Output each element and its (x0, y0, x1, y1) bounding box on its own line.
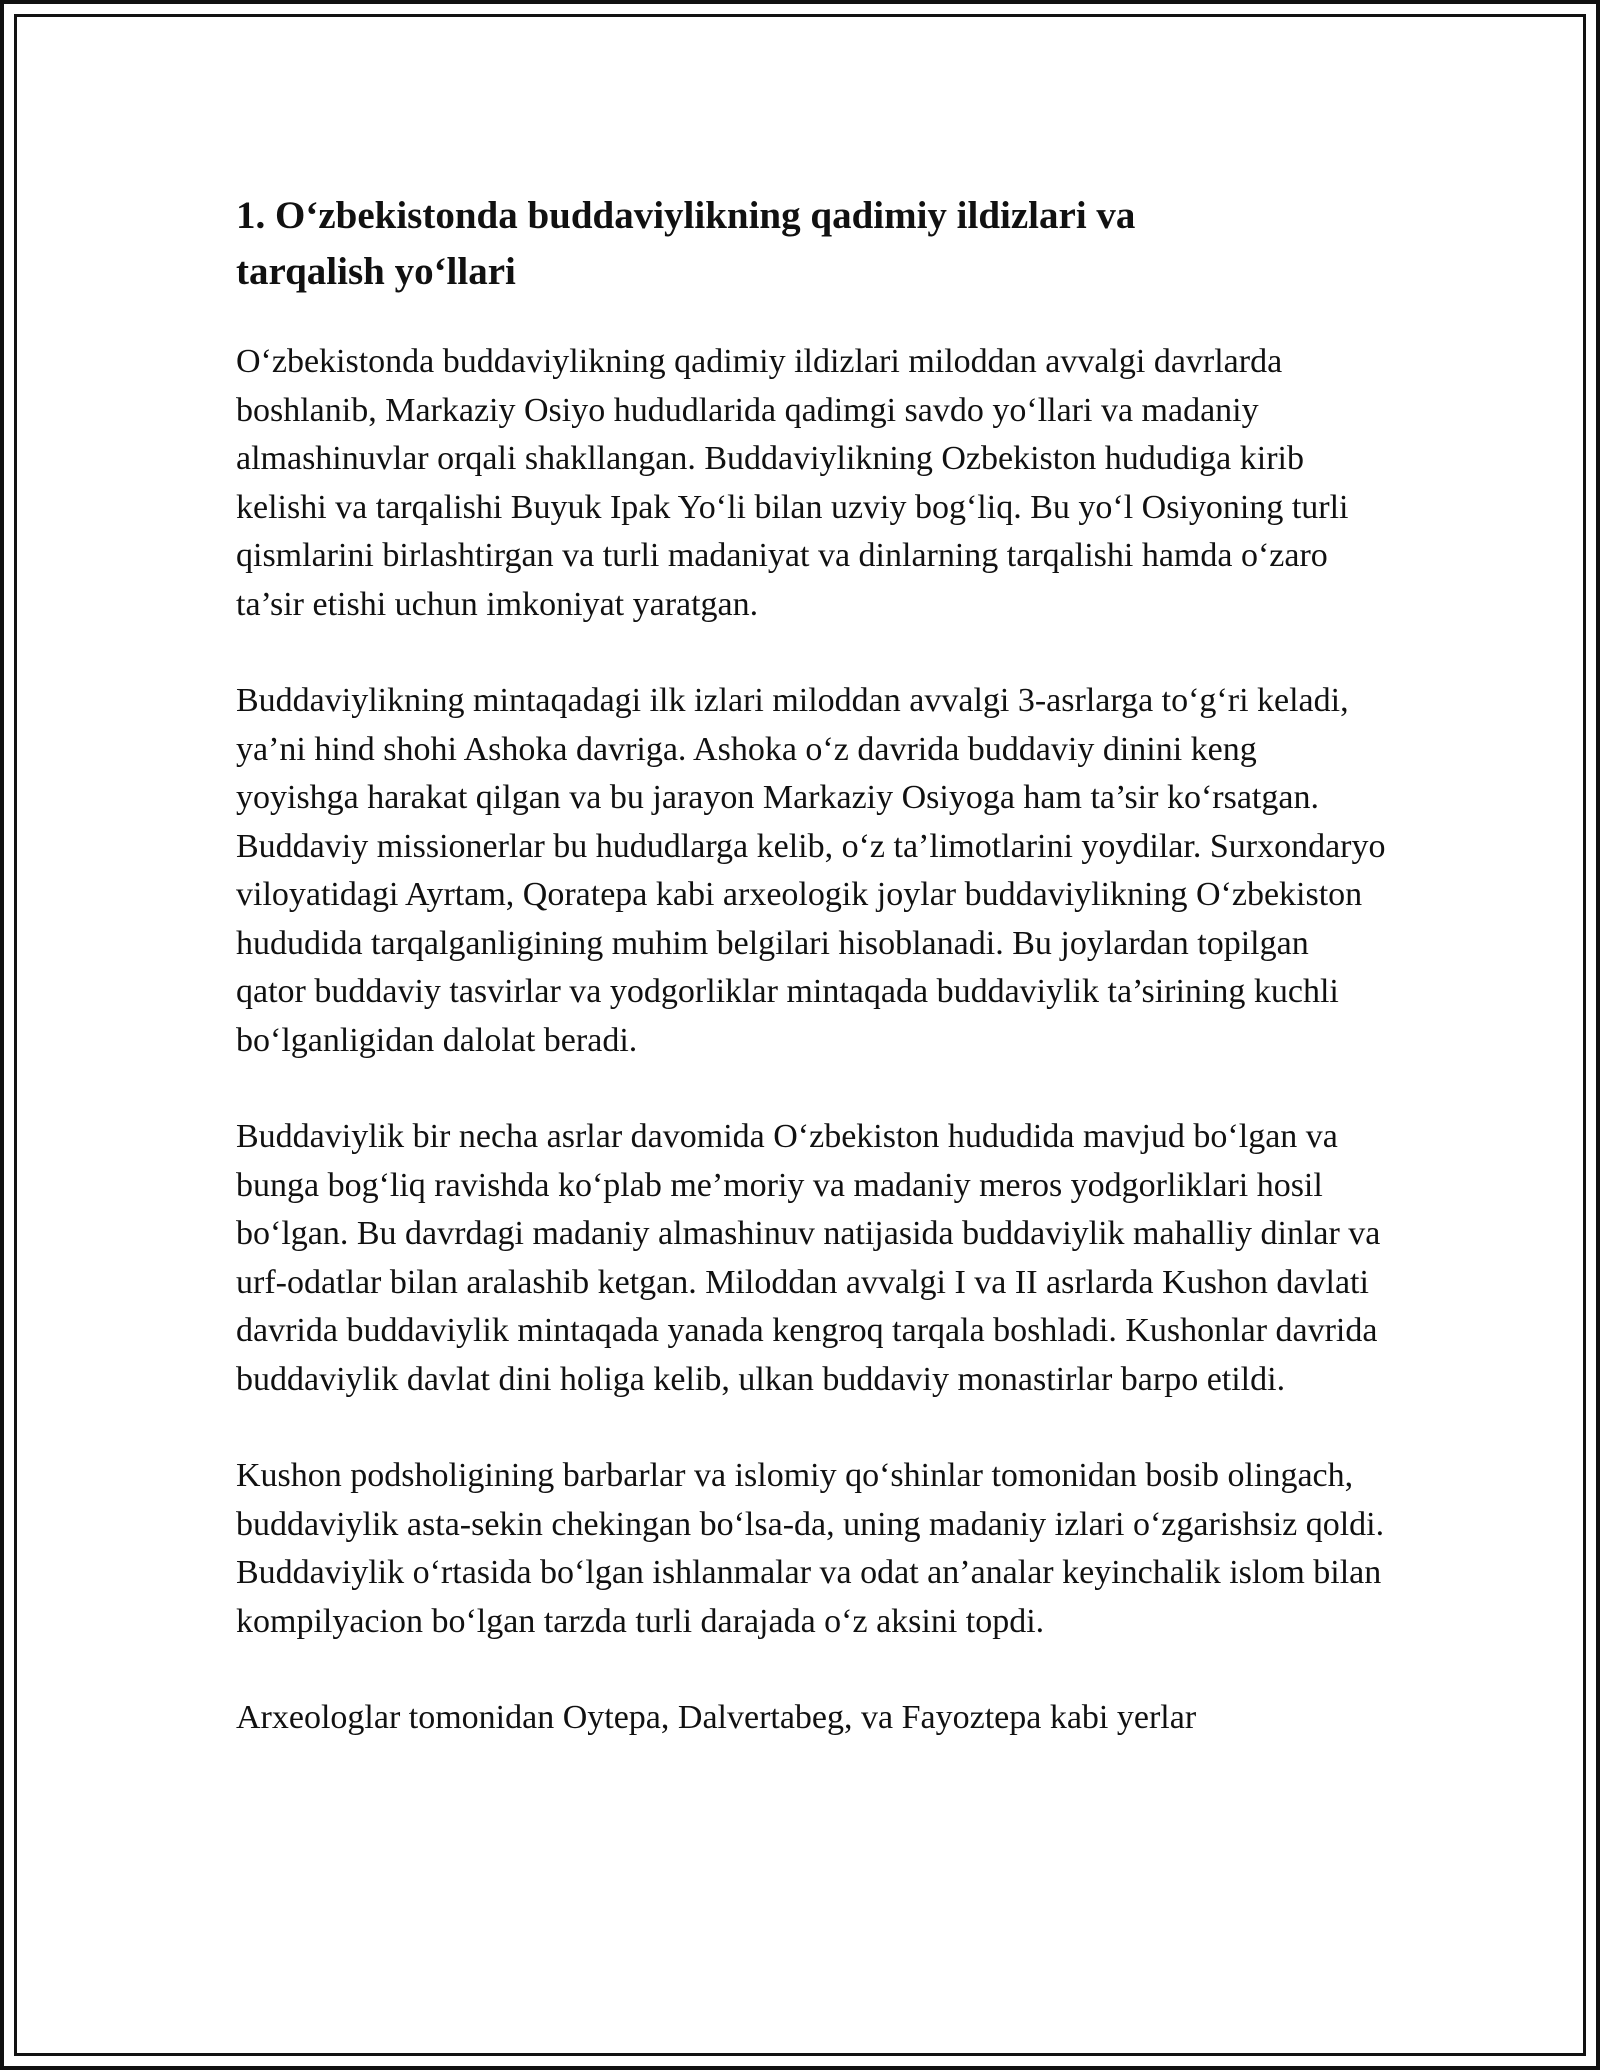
section-heading: 1. O‘zbekistonda buddaviylikning qadimiy ildizlari va tarqalish yo‘llari (236, 194, 1136, 293)
paragraph-1: O‘zbekistonda buddaviylikning qadimiy ildizlari miloddan avvalgi davrlarda boshlanib, Markaziy Osiyo hududlarida qadimgi savdo yo‘llari va madaniy almashinuvlar orqali shakllangan. Buddaviylikning Ozbekiston hududiga kirib kelishi va tarqalishi Buyuk Ipak Yo‘li bilan uzviy bog‘liq. Bu yo‘l Osiyoning turli qismlarini birlashtirgan va turli madaniyat va dinlarning tarqalishi hamda o‘zaro ta’sir etishi uchun imkoniyat yaratgan. (236, 343, 1349, 623)
paragraph-3: Buddaviylik bir necha asrlar davomida O‘zbekiston hududida mavjud bo‘lgan va bunga bog‘liq ravishda ko‘plab me’moriy va madaniy meros yodgorliklari hosil bo‘lgan. Bu davrdagi madaniy almashinuv natijasida buddaviylik mahalliy dinlar va urf-odatlar bilan aralashib ketgan. Miloddan avvalgi I va II asrlarda Kushon davlati davrida buddaviylik mintaqada yanada kengroq tarqala boshladi. Kushonlar davrida buddaviylik davlat dini holiga kelib, ulkan buddaviy monastirlar barpo etildi. (236, 1118, 1381, 1398)
paragraph-5: Arxeologlar tomonidan Oytepa, Dalvertabeg, va Fayoztepa kabi yerlar (236, 1699, 1197, 1736)
paragraph-2: Buddaviylikning mintaqadagi ilk izlari miloddan avvalgi 3-asrlarga to‘g‘ri keladi, ya’ni hind shohi Ashoka davriga. Ashoka o‘z davrida buddaviy dinini keng yoyishga harakat qilgan va bu jarayon Markaziy Osiyoga ham ta’sir ko‘rsatgan. Buddaviy missionerlar bu hududlarga kelib, o‘z ta’limotlarini yoydilar. Surxondaryo viloyatidagi Ayrtam, Qoratepa kabi arxeologik joylar buddaviylikning O‘zbekiston hududida tarqalganligining muhim belgilari hisoblanadi. Bu joylardan topilgan qator buddaviy tasvirlar va yodgorliklar mintaqada buddaviylik ta’sirining kuchli bo‘lganligidan dalolat beradi. (236, 682, 1386, 1059)
paragraph-4: Kushon podsholigining barbarlar va islomiy qo‘shinlar tomonidan bosib olingach, buddaviylik asta-sekin chekingan bo‘lsa-da, uning madaniy izlari o‘zgarishsiz qoldi. Buddaviylik o‘rtasida bo‘lgan ishlanmalar va odat an’analar keyinchalik islom bilan kompilyacion bo‘lgan tarzda turli darajada o‘z aksini topdi. (236, 1457, 1385, 1640)
document-body (236, 188, 1386, 1743)
